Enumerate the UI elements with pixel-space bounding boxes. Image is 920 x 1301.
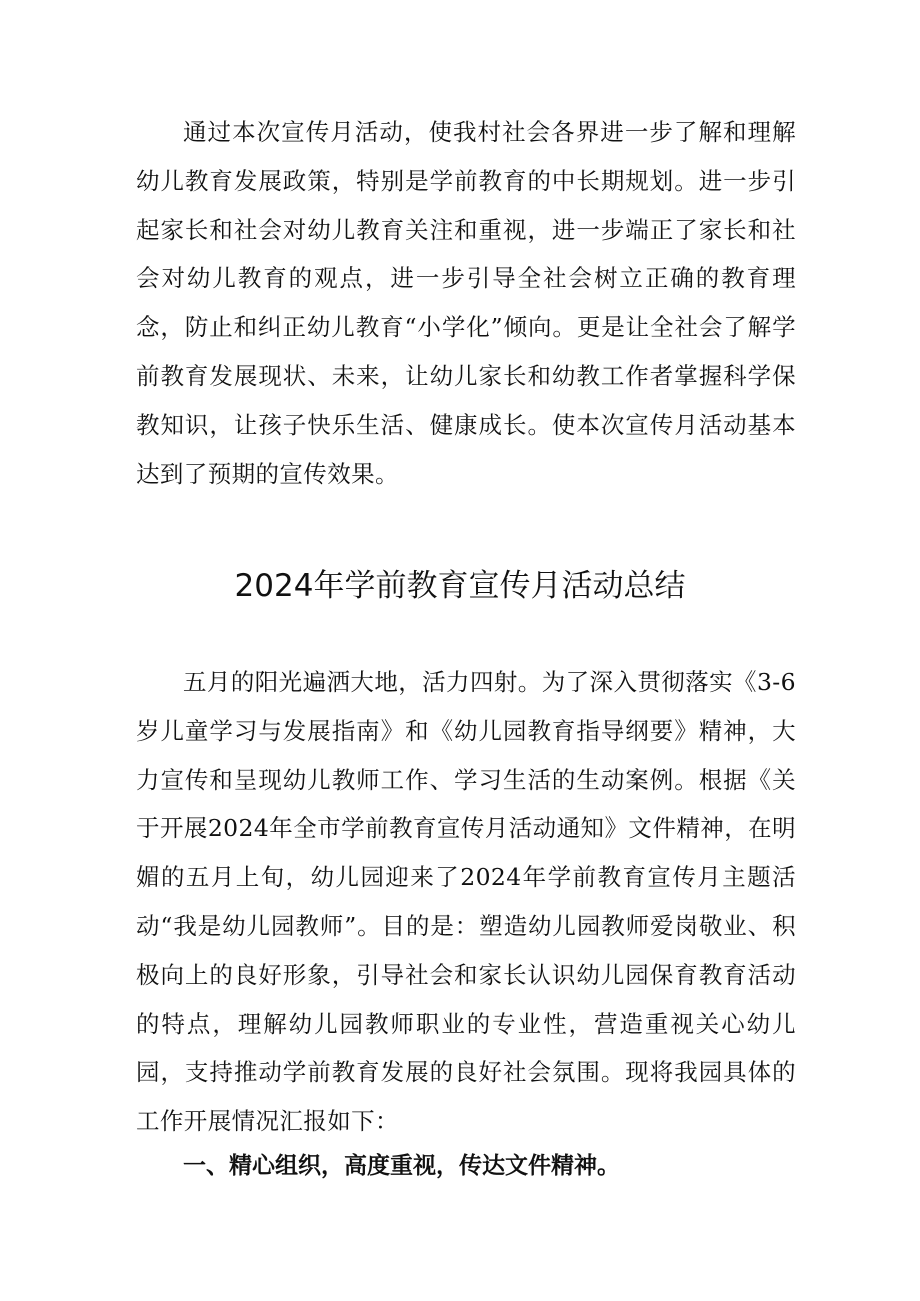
- section-heading: 一、精心组织，高度重视，传达文件精神。: [183, 1153, 620, 1179]
- body-paragraph: 五月的阳光遍洒大地，活力四射。为了深入贯彻落实《3-6岁儿童学习与发展指南》和《幼儿园教育指导纲要》精神，大力宣传和呈现幼儿教师工作、学习生活的生动案例。根据《关于开展2024年全市学前教育宣传月活动通知》文件精神，在明媚的五月上旬，幼儿园迎来了2024年学前教育宣传月主题活动“我是幼儿园教师”。目的是：塑造幼儿园教师爱岗敬业、积极向上的良好形象，引导社会和家长认识幼儿园保育教育活动的特点，理解幼儿园教师职业的专业性，营造重视关心幼儿园，支持推动学前教育发展的良好社会氛围。现将我园具体的工作开展情况汇报如下：: [136, 668, 796, 1136]
- intro-paragraph: 通过本次宣传月活动，使我村社会各界进一步了解和理解幼儿教育发展政策，特别是学前教育的中长期规划。进一步引起家长和社会对幼儿教育关注和重视，进一步端正了家长和社会对幼儿教育的观点，进一步引导全社会树立正确的教育理念，防止和纠正幼儿教育“小学化”倾向。更是让全社会了解学前教育发展现状、未来，让幼儿家长和幼教工作者掌握科学保教知识，让孩子快乐生活、健康成长。使本次宣传月活动基本达到了预期的宣传效果。: [136, 118, 796, 488]
- document-title: 2024年学前教育宣传月活动总结: [234, 568, 686, 604]
